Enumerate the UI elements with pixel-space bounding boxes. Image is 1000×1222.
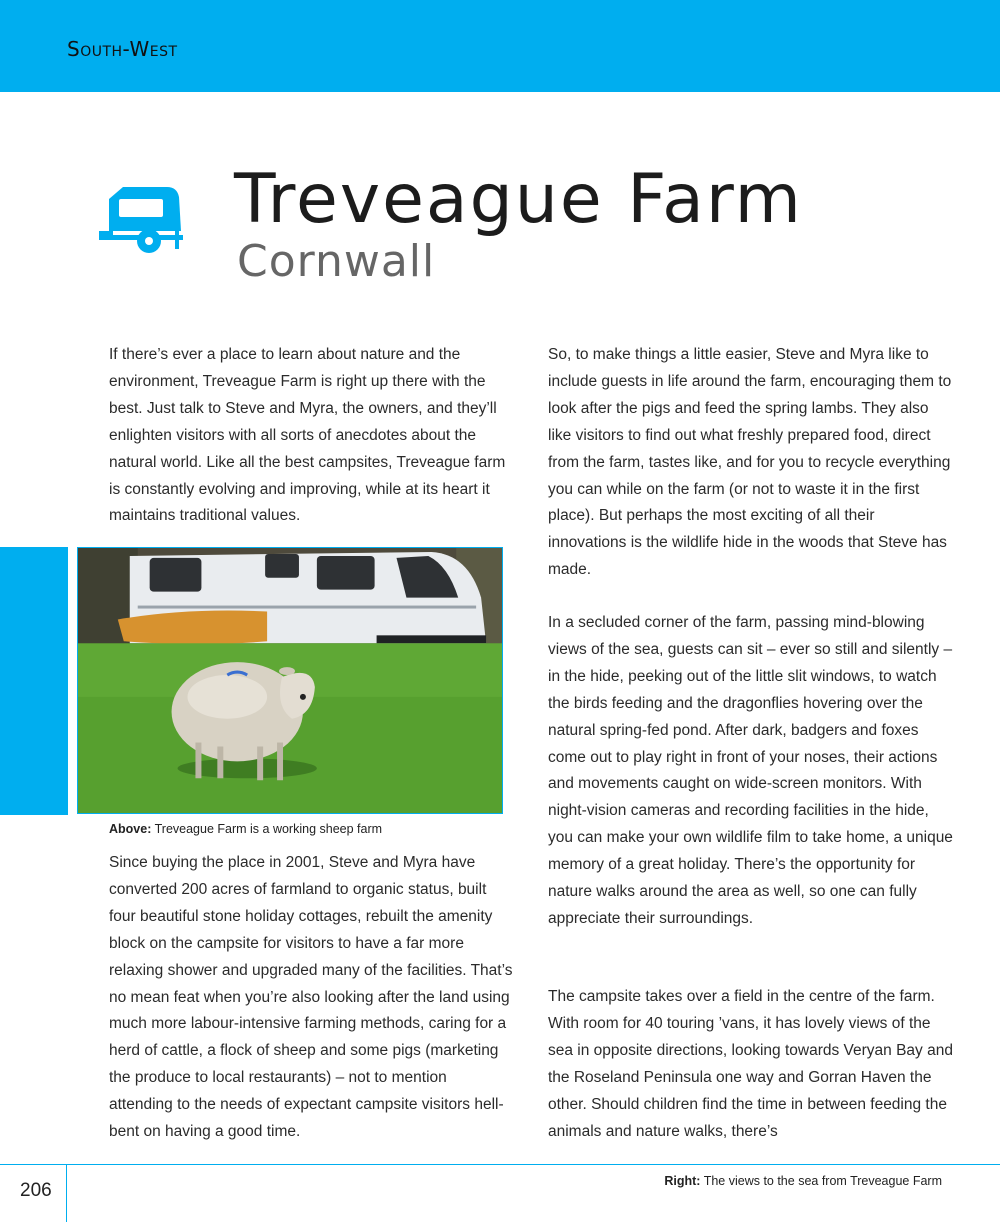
sheep-photo <box>77 547 503 814</box>
page-title: Treveague Farm <box>234 160 803 239</box>
body-paragraph: So, to make things a little easier, Steve and Myra like to include guests in life around the farm, encouraging them to look after the pigs and feed the spring lambs. They also like visitors to find out what freshly prepared food, direct from the farm, tastes like, and for you to recycle everything you can while on the farm (or not to waste it in the first place). But perhaps the most exciting of all their innovations is the wildlife hide in the woods that Steve has made. <box>548 346 952 579</box>
body-paragraph: In a secluded corner of the farm, passing mind-blowing views of the sea, guests can sit – ever so still and silently – in the hide, peeking out of the little slit windows, to watch the birds feeding and the dragonflies hovering over the natural spring-fed pond. After dark, badgers and foxes come out to play right in front of your noses, their actions and movements caught on wide-screen monitors. With night-vision cameras and recording facilities in the hide, you can make your own wildlife film to take home, a unique memory of a great holiday. There’s the opportunity for nature walks around the area as well, so one can fully appreciate their surroundings. <box>548 614 953 927</box>
footer-vertical-divider <box>66 1164 67 1222</box>
footer-caption <box>664 1174 942 1188</box>
footer-divider <box>0 1164 1000 1165</box>
section-label: South-West <box>67 37 178 61</box>
body-paragraph: Since buying the place in 2001, Steve and Myra have converted 200 acres of farmland to organic status, built four beautiful stone holiday cottages, rebuilt the amenity block on the campsite for visitors to have a far more relaxing shower and upgraded many of the facilities. That’s no mean feat when you’re also looking after the land using much more labour-intensive farming methods, caring for a herd of cattle, a flock of sheep and some pigs (marketing the produce to local restaurants) – not to mention attending to the needs of expectant campsite visitors hell-bent on having a good time. <box>109 854 513 1141</box>
body-paragraph: If there’s ever a place to learn about nature and the environment, Treveague Farm is right up there with the best. Just talk to Steve and Myra, the owners, and they’ll enlighten visitors with all sorts of anecdotes about the natural world. Like all the best campsites, Treveague farm is constantly evolving and improving, while at its heart it maintains traditional values. <box>109 346 506 525</box>
footer-caption-text: The views to the sea from Treveague Farm <box>700 1174 942 1188</box>
footer-caption-label: Right: <box>664 1174 701 1188</box>
side-accent-bar <box>0 547 68 815</box>
body-paragraph: The campsite takes over a field in the centre of the farm. With room for 40 touring ’vans, it has lovely views of the sea in opposite directions, looking towards Veryan Bay and the Roseland Peninsula one way and Gorran Haven the other. Should children find the time in between feeding the animals and nature walks, there’s <box>548 988 953 1140</box>
photo-caption-text: Treveague Farm is a working sheep farm <box>151 822 383 836</box>
page-subtitle: Cornwall <box>237 236 436 287</box>
caravan-icon <box>97 185 187 255</box>
page-number: 206 <box>20 1180 52 1201</box>
photo-caption <box>109 822 382 836</box>
photo-caption-label: Above: <box>109 822 152 836</box>
